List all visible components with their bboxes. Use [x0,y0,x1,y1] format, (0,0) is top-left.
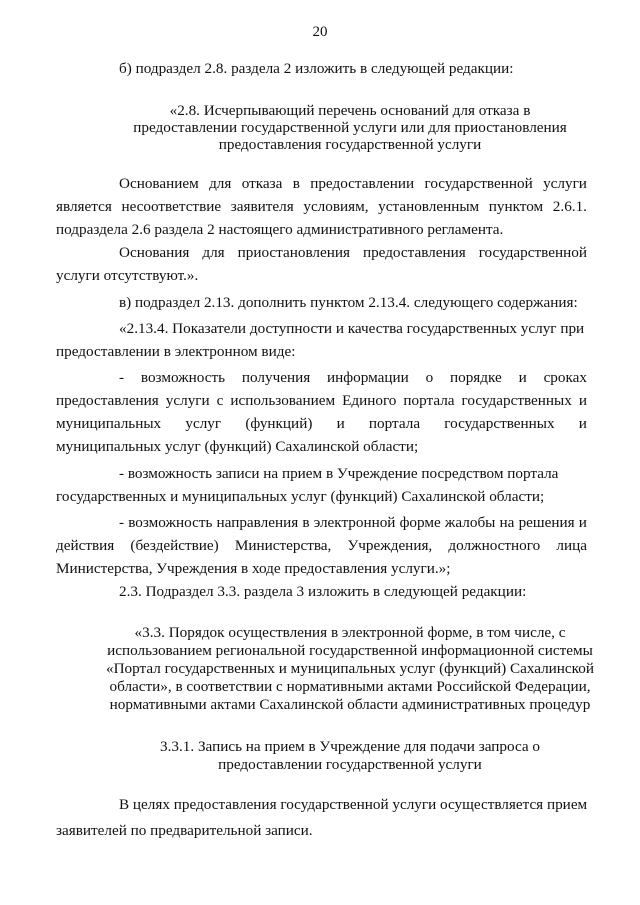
item-2-3-text: 2.3. Подраздел 3.3. раздела 3 изложить в следующей редакции: [119,583,527,600]
page-number: 20 [312,24,328,40]
word: портала [403,392,455,409]
item-b-text: б) подраздел 2.8. раздела 2 изложить в следующей редакции: [119,60,514,77]
word: и [578,392,587,409]
word: пунктом [488,198,544,215]
word: Единого [342,392,397,409]
word: установленным [378,198,480,215]
word: предоставления [56,392,159,409]
word: в [292,175,300,192]
word: государственных [444,415,555,432]
word: возможность [128,514,213,531]
word: должностного [448,537,541,554]
word: предоставления [362,244,466,261]
word: Министерства, [234,537,332,554]
justified-line [119,369,587,387]
word: 2.6.1. [552,198,587,215]
word: и [578,415,587,432]
word: заявителя [230,198,294,215]
justified-line [56,392,587,410]
word: несоответствие [121,198,222,215]
paragraph-line: муниципальных услуг (функций) Сахалинской области; [56,438,419,455]
paragraph-line: Министерства, Учреждения в ходе предоставления услуги.»; [56,560,451,577]
paragraph-line: предоставлении в электронном виде: [56,343,296,360]
word: государственной [424,175,533,192]
word: сроках [543,369,587,386]
justified-line [56,415,587,433]
word: и [518,369,527,386]
heading-line: «2.8. Исчерпывающий перечень оснований для отказа в [169,102,531,119]
word: форме [399,514,441,531]
word: и [578,514,587,531]
heading-line: «Портал государственных и муниципальных услуг (функций) Сахалинской [105,660,595,677]
word: электронной [313,514,396,531]
justified-line [56,537,587,555]
word: - [119,369,125,386]
paragraph-line: заявителей по предварительной записи. [56,822,313,839]
word: с [216,392,224,409]
paragraph-line: подраздела 2.6 раздела 2 настоящего административного регламента. [56,221,504,238]
word: условиям, [303,198,369,215]
word: лица [556,537,587,554]
word: направления [216,514,299,531]
word: государственной [478,244,587,261]
word: услуги [543,175,587,192]
word: действия [56,537,115,554]
word: отказа [241,175,283,192]
paragraph-line: услуги отсутствуют.». [56,267,199,284]
word: (функций) [245,415,313,432]
justified-line [119,244,587,262]
word: информации [327,369,409,386]
heading-line: предоставления государственной услуги [218,136,482,153]
word: Учреждения, [347,537,433,554]
word: предоставлении [310,175,415,192]
word: о [425,369,434,386]
word: в [302,514,310,531]
heading-line: предоставлении государственной услуги [218,756,482,773]
paragraph-line: - возможность записи на прием в Учреждение посредством портала [119,465,559,482]
word: на [499,514,515,531]
heading-line: 3.3.1. Запись на прием в Учреждение для подачи запроса о [159,738,541,755]
heading-line: предоставлении государственной услуги или для приостановления [133,119,567,136]
word: и [336,415,345,432]
word: муниципальных [56,415,162,432]
word: является [56,198,112,215]
word: возможность [140,369,226,386]
word: получения [241,369,311,386]
justified-line [119,514,587,532]
word: жалобы [444,514,496,531]
word: приостановления [237,244,350,261]
word: услуг [185,415,222,432]
paragraph-line: «2.13.4. Показатели доступности и качества государственных услуг при [119,320,585,337]
word: услуги [165,392,210,409]
heading-line: использованием региональной государственной информационной системы [107,642,593,659]
word: (бездействие) [130,537,219,554]
word: Основания [119,244,190,261]
paragraph-line: государственных и муниципальных услуг (функций) Сахалинской области; [56,488,545,505]
word: использованием [230,392,336,409]
heading-line: нормативными актами Сахалинской области административных процедур [109,696,591,713]
word: порядке [449,369,502,386]
word: для [209,175,232,192]
heading-line: области», в соответствии с нормативными актами Российской Федерации, [109,678,591,695]
item-v-text: в) подраздел 2.13. дополнить пунктом 2.13.4. следующего содержания: [119,294,578,311]
paragraph-line: В целях предоставления государственной услуги осуществляется прием [119,796,588,813]
word: государственных [461,392,572,409]
justified-line [119,175,587,193]
word: для [202,244,225,261]
word: решения [518,514,575,531]
word: Основанием [119,175,199,192]
justified-line [56,198,587,216]
word: портала [368,415,421,432]
heading-line: «3.3. Порядок осуществления в электронной форме, в том числе, с [134,624,566,641]
word: - [119,514,125,531]
